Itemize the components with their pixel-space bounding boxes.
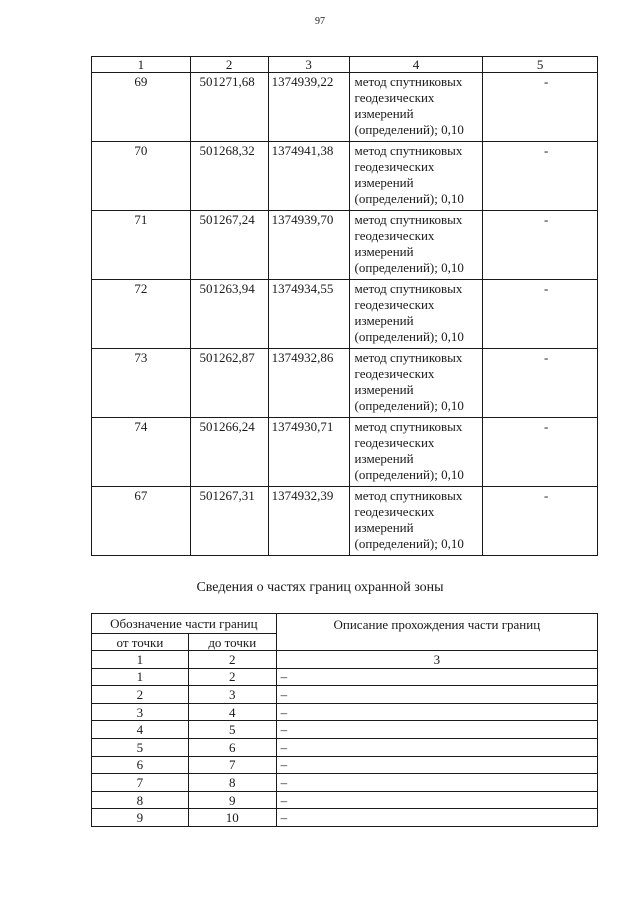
method-line: измерений	[354, 106, 414, 121]
method-line: метод спутниковых	[354, 74, 463, 89]
method-line: геодезических	[354, 228, 435, 243]
coordinates-header-row	[92, 57, 598, 73]
x-coordinate-cell: 501268,32	[190, 142, 268, 211]
method-cell	[349, 349, 483, 418]
parts-header-description: Описание прохождения части границ	[276, 614, 597, 651]
method-cell	[349, 418, 483, 487]
table-row	[92, 142, 598, 211]
from-point-cell: 4	[92, 721, 189, 739]
parts-numbering-col1: 1	[92, 651, 189, 669]
from-point-cell: 6	[92, 756, 189, 774]
method-line: измерений	[354, 382, 414, 397]
method-line: измерений	[354, 313, 414, 328]
table-row	[92, 738, 598, 756]
method-cell	[349, 280, 483, 349]
x-coordinate-cell: 501267,31	[190, 487, 268, 556]
description-cell: –	[276, 774, 597, 792]
to-point-cell: 4	[188, 703, 276, 721]
table-row	[92, 721, 598, 739]
description-cell: –	[276, 703, 597, 721]
y-coordinate-cell: 1374939,70	[268, 211, 349, 280]
description-cell: –	[276, 721, 597, 739]
from-point-cell: 8	[92, 791, 189, 809]
column5-cell: -	[483, 211, 598, 280]
coord-header-col3: 3	[268, 57, 349, 73]
table-row	[92, 211, 598, 280]
method-line: метод спутниковых	[354, 212, 463, 227]
method-cell	[349, 487, 483, 556]
page-number: 97	[315, 16, 325, 27]
table-row	[92, 418, 598, 487]
description-cell: –	[276, 686, 597, 704]
method-line: геодезических	[354, 159, 435, 174]
to-point-cell: 2	[188, 668, 276, 686]
method-line: геодезических	[354, 297, 435, 312]
parts-numbering-col3: 3	[276, 651, 597, 669]
method-line: геодезических	[354, 90, 435, 105]
description-cell: –	[276, 809, 597, 827]
method-line: геодезических	[354, 366, 435, 381]
to-point-cell: 7	[188, 756, 276, 774]
parts-header-from: от точки	[92, 634, 189, 651]
point-number-cell: 74	[92, 418, 191, 487]
point-number-cell: 71	[92, 211, 191, 280]
description-cell: –	[276, 756, 597, 774]
column5-cell: -	[483, 280, 598, 349]
x-coordinate-cell: 501267,24	[190, 211, 268, 280]
method-line: (определений); 0,10	[354, 191, 464, 206]
from-point-cell: 7	[92, 774, 189, 792]
coord-header-col4: 4	[349, 57, 483, 73]
column5-cell: -	[483, 73, 598, 142]
table-row	[92, 280, 598, 349]
table-row	[92, 487, 598, 556]
method-line: геодезических	[354, 435, 435, 450]
boundary-parts-table	[91, 613, 598, 827]
table-row	[92, 774, 598, 792]
method-cell	[349, 73, 483, 142]
y-coordinate-cell: 1374941,38	[268, 142, 349, 211]
from-point-cell: 1	[92, 668, 189, 686]
table-row	[92, 349, 598, 418]
table-row	[92, 73, 598, 142]
parts-numbering-col2: 2	[188, 651, 276, 669]
to-point-cell: 3	[188, 686, 276, 704]
zone-section-title: Сведения о частях границ охранной зоны	[196, 580, 444, 595]
method-line: метод спутниковых	[354, 350, 463, 365]
from-point-cell: 9	[92, 809, 189, 827]
y-coordinate-cell: 1374939,22	[268, 73, 349, 142]
table-row	[92, 668, 598, 686]
to-point-cell: 6	[188, 738, 276, 756]
to-point-cell: 8	[188, 774, 276, 792]
table-row	[92, 791, 598, 809]
to-point-cell: 9	[188, 791, 276, 809]
method-line: (определений); 0,10	[354, 536, 464, 551]
point-number-cell: 70	[92, 142, 191, 211]
coord-header-col1: 1	[92, 57, 191, 73]
method-cell	[349, 142, 483, 211]
from-point-cell: 3	[92, 703, 189, 721]
coord-header-col2: 2	[190, 57, 268, 73]
description-cell: –	[276, 668, 597, 686]
y-coordinate-cell: 1374932,39	[268, 487, 349, 556]
table-row	[92, 703, 598, 721]
table-row	[92, 686, 598, 704]
method-line: (определений); 0,10	[354, 398, 464, 413]
method-line: (определений); 0,10	[354, 329, 464, 344]
method-line: метод спутниковых	[354, 143, 463, 158]
table-row	[92, 756, 598, 774]
parts-header-group: Обозначение части границ	[92, 614, 277, 634]
x-coordinate-cell: 501263,94	[190, 280, 268, 349]
method-line: метод спутниковых	[354, 419, 463, 434]
from-point-cell: 5	[92, 738, 189, 756]
to-point-cell: 5	[188, 721, 276, 739]
y-coordinate-cell: 1374934,55	[268, 280, 349, 349]
to-point-cell: 10	[188, 809, 276, 827]
parts-header-row-1	[92, 614, 598, 634]
method-line: измерений	[354, 175, 414, 190]
point-number-cell: 73	[92, 349, 191, 418]
table-row	[92, 809, 598, 827]
parts-numbering-row	[92, 651, 598, 669]
x-coordinate-cell: 501266,24	[190, 418, 268, 487]
x-coordinate-cell: 501262,87	[190, 349, 268, 418]
y-coordinate-cell: 1374932,86	[268, 349, 349, 418]
from-point-cell: 2	[92, 686, 189, 704]
method-cell	[349, 211, 483, 280]
description-cell: –	[276, 791, 597, 809]
point-number-cell: 69	[92, 73, 191, 142]
method-line: геодезических	[354, 504, 435, 519]
column5-cell: -	[483, 349, 598, 418]
parts-header-to: до точки	[188, 634, 276, 651]
point-number-cell: 72	[92, 280, 191, 349]
column5-cell: -	[483, 142, 598, 211]
method-line: метод спутниковых	[354, 281, 463, 296]
column5-cell: -	[483, 418, 598, 487]
method-line: (определений); 0,10	[354, 260, 464, 275]
coordinates-table	[91, 56, 598, 556]
method-line: измерений	[354, 451, 414, 466]
column5-cell: -	[483, 487, 598, 556]
method-line: (определений); 0,10	[354, 467, 464, 482]
point-number-cell: 67	[92, 487, 191, 556]
coord-header-col5: 5	[483, 57, 598, 73]
method-line: измерений	[354, 244, 414, 259]
x-coordinate-cell: 501271,68	[190, 73, 268, 142]
description-cell: –	[276, 738, 597, 756]
y-coordinate-cell: 1374930,71	[268, 418, 349, 487]
method-line: (определений); 0,10	[354, 122, 464, 137]
method-line: измерений	[354, 520, 414, 535]
method-line: метод спутниковых	[354, 488, 463, 503]
